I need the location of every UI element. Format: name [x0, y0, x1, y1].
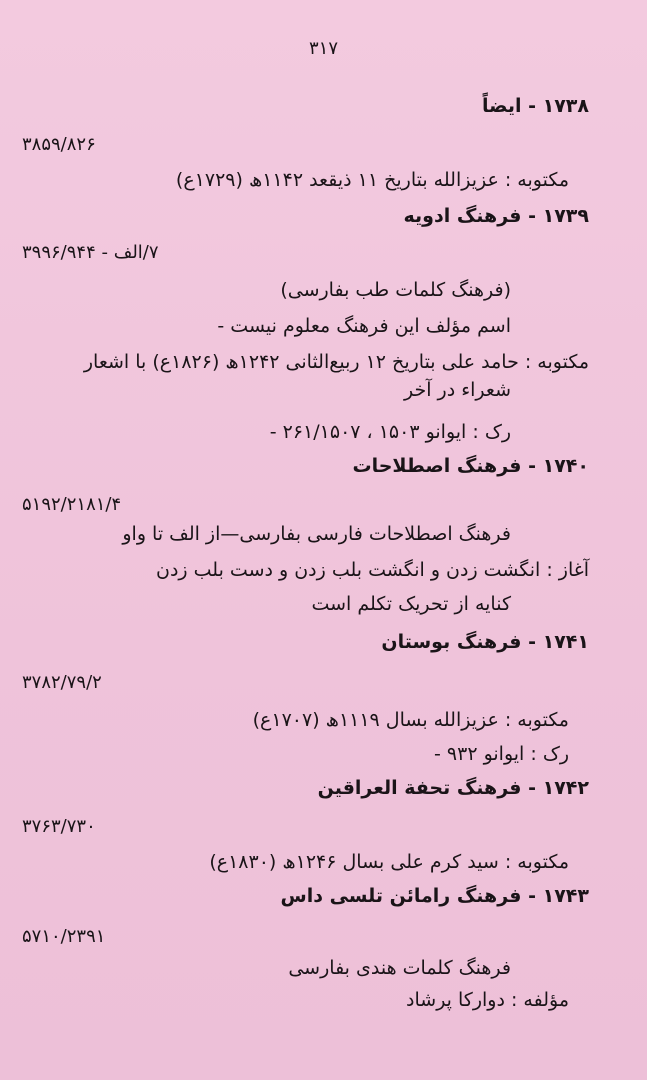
entry-1739-author-note: اسم مؤلف این فرهنگ معلوم نیست -: [217, 315, 511, 337]
page-number: ۳۱۷: [308, 38, 338, 59]
entry-1738-heading: ۱۷۳۸ - ایضاً: [481, 95, 589, 117]
entry-1738-copy-note: مکتوبه : عزیزالله بتاریخ ۱۱ ذیقعد ۱۱۴۲ھ (۱۷۲۹ع): [175, 169, 569, 191]
entry-1741-catalog-number: ۳۷۸۲/۷۹/۲: [22, 672, 102, 693]
entry-1740-catalog-number: ۵۱۹۲/۲۱۸۱/۴: [22, 494, 122, 515]
entry-1740-heading: ۱۷۴۰ - فرهنگ اصطلاحات: [352, 455, 589, 477]
entry-1739-copy-note: مکتوبه : حامد علی بتاریخ ۱۲ ربیع‌الثانی ۱۲۴۲ھ (۱۸۲۶ع) با اشعار: [83, 351, 589, 373]
entry-1743-catalog-number: ۵۷۱۰/۲۳۹۱: [22, 926, 106, 947]
entry-1739-reference: رک : ایوانو ۱۵۰۳ ، ۲۶۱/۱۵۰۷ -: [269, 421, 511, 443]
entry-1740-incipit-cont: کنایه از تحریک تکلم است: [311, 593, 511, 615]
entry-1741-copy-note: مکتوبه : عزیزالله بسال ۱۱۱۹ھ (۱۷۰۷ع): [252, 709, 569, 731]
entry-1742-heading: ۱۷۴۲ - فرهنگ تحفة العراقین: [317, 777, 589, 799]
entry-1739-catalog-number: ۷/الف - ۳۹۹۶/۹۴۴: [22, 242, 159, 263]
entry-1738-catalog-number: ۳۸۵۹/۸۲۶: [22, 134, 96, 155]
entry-1742-catalog-number: ۳۷۶۳/۷۳۰: [22, 816, 96, 837]
entry-1740-incipit: آغاز : انگشت زدن و انگشت بلب زدن و دست بلب زدن: [156, 559, 589, 581]
entry-1743-description: فرهنگ کلمات هندی بفارسی: [288, 957, 511, 979]
entry-1743-heading: ۱۷۴۳ - فرهنگ رامائن تلسی داس: [280, 885, 589, 907]
entry-1741-heading: ۱۷۴۱ - فرهنگ بوستان: [381, 631, 589, 653]
entry-1739-heading: ۱۷۳۹ - فرهنگ ادویه: [403, 205, 589, 227]
entry-1741-reference: رک : ایوانو ۹۳۲ -: [434, 743, 569, 765]
entry-1743-author: مؤلفه : دوارکا پرشاد: [406, 989, 569, 1011]
entry-1739-subtitle: (فرهنگ کلمات طب بفارسی): [280, 279, 511, 301]
entry-1739-copy-note-cont: شعراء در آخر: [403, 379, 511, 401]
entry-1742-copy-note: مکتوبه : سید کرم علی بسال ۱۲۴۶ھ (۱۸۳۰ع): [209, 851, 569, 873]
entry-1740-description: فرهنگ اصطلاحات فارسی بفارسی—از الف تا واو: [122, 523, 511, 545]
